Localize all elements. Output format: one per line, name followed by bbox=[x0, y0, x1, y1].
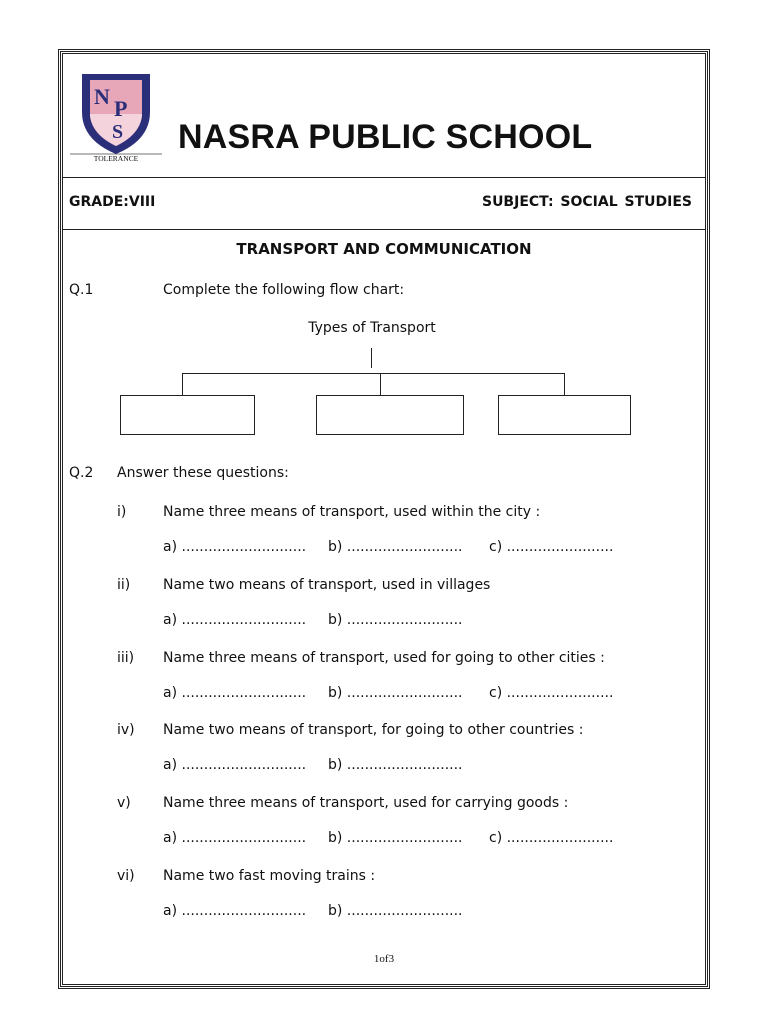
question-number: i) bbox=[117, 504, 127, 520]
answer-blank[interactable]: a) ............................ bbox=[163, 903, 307, 919]
school-crest-logo bbox=[68, 70, 164, 162]
answer-blank[interactable]: a) ............................ bbox=[163, 757, 307, 773]
question-number: vi) bbox=[117, 868, 135, 884]
flow-connector-left bbox=[182, 373, 183, 395]
header-divider bbox=[62, 177, 706, 178]
answer-blank[interactable]: c) ........................ bbox=[489, 539, 614, 555]
answer-blank[interactable]: b) .......................... bbox=[328, 757, 463, 773]
flow-stem bbox=[371, 348, 372, 368]
question-text: Name three means of transport, used within the city : bbox=[163, 504, 541, 520]
school-name: NASRA PUBLIC SCHOOL bbox=[178, 118, 593, 156]
q1-number: Q.1 bbox=[69, 282, 94, 298]
grade-label: GRADE:VIII bbox=[69, 194, 156, 210]
answer-blank[interactable]: a) ............................ bbox=[163, 612, 307, 628]
logo-letter-s: S bbox=[112, 121, 124, 143]
logo-letter-p: P bbox=[114, 96, 128, 121]
answer-blank[interactable]: c) ........................ bbox=[489, 830, 614, 846]
q2-number: Q.2 bbox=[69, 465, 94, 481]
worksheet-title: TRANSPORT AND COMMUNICATION bbox=[236, 240, 532, 258]
page-number: 1of3 bbox=[373, 953, 395, 965]
question-number: iv) bbox=[117, 722, 135, 738]
logo-letter-n: N bbox=[94, 84, 110, 109]
answer-blank[interactable]: c) ........................ bbox=[489, 685, 614, 701]
answer-blank[interactable]: a) ............................ bbox=[163, 539, 307, 555]
subject-label: SUBJECT: SOCIAL STUDIES bbox=[481, 194, 692, 210]
answer-blank[interactable]: b) .......................... bbox=[328, 830, 463, 846]
q2-instruction: Answer these questions: bbox=[117, 465, 289, 481]
question-text: Name two means of transport, used in villages bbox=[163, 577, 491, 593]
answer-blank[interactable]: b) .......................... bbox=[328, 539, 463, 555]
answer-blank[interactable]: b) .......................... bbox=[328, 612, 463, 628]
flow-connector-middle bbox=[380, 373, 381, 395]
question-number: ii) bbox=[117, 577, 131, 593]
flow-branch-line bbox=[182, 373, 565, 374]
answer-blank[interactable]: a) ............................ bbox=[163, 685, 307, 701]
logo-motto: TOLERANCE bbox=[93, 154, 139, 162]
flow-root-label: Types of Transport bbox=[308, 320, 436, 336]
flow-answer-box-2[interactable] bbox=[316, 395, 464, 435]
question-text: Name two means of transport, for going to other countries : bbox=[163, 722, 584, 738]
flow-answer-box-1[interactable] bbox=[120, 395, 255, 435]
question-text: Name three means of transport, used for going to other cities : bbox=[163, 650, 605, 666]
question-text: Name two fast moving trains : bbox=[163, 868, 376, 884]
question-text: Name three means of transport, used for carrying goods : bbox=[163, 795, 569, 811]
flow-answer-box-3[interactable] bbox=[498, 395, 631, 435]
answer-blank[interactable]: b) .......................... bbox=[328, 903, 463, 919]
grade-divider bbox=[62, 229, 706, 230]
answer-blank[interactable]: a) ............................ bbox=[163, 830, 307, 846]
answer-blank[interactable]: b) .......................... bbox=[328, 685, 463, 701]
question-number: v) bbox=[117, 795, 131, 811]
q1-instruction: Complete the following flow chart: bbox=[163, 282, 405, 298]
question-number: iii) bbox=[117, 650, 135, 666]
flow-connector-right bbox=[564, 373, 565, 395]
